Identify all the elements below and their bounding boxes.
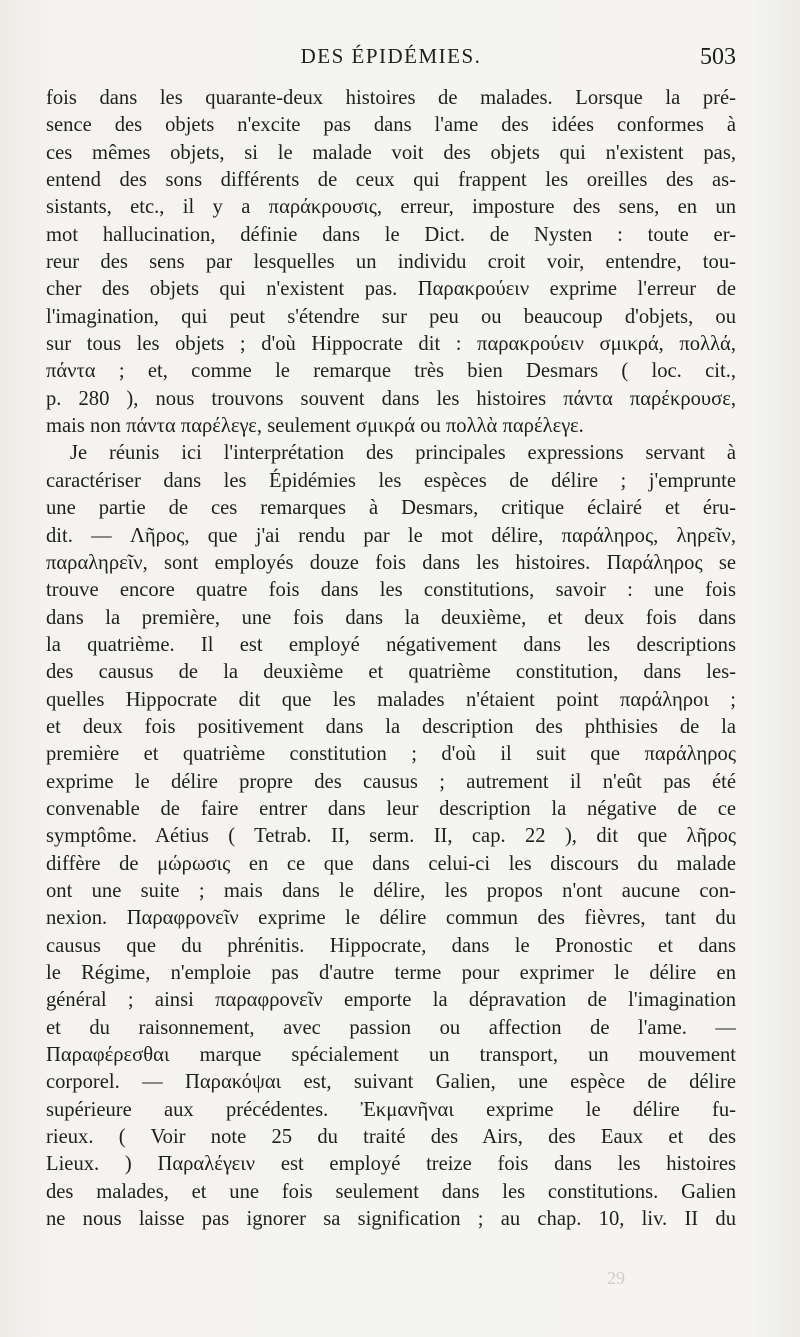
text-line: et deux fois positivement dans la description des phthisies de la bbox=[46, 715, 736, 738]
text-line: diffère de μώρωσις en ce que dans celui-ci les discours du malade bbox=[46, 852, 736, 875]
text-line: des malades, et une fois seulement dans les constitutions. Galien bbox=[46, 1180, 736, 1203]
text-line: entend des sons différents de ceux qui frappent les oreilles des as- bbox=[46, 169, 736, 192]
text-line: causus que du phrénitis. Hippocrate, dans le Pronostic et dans bbox=[46, 934, 736, 957]
text-line: reur des sens par lesquelles un individu croit voir, entendre, tou- bbox=[46, 251, 736, 274]
text-line: la quatrième. Il est employé négativement dans les descriptions bbox=[46, 633, 736, 656]
text-line: supérieure aux précédentes. Ἐκμανῆναι exprime le délire fu- bbox=[46, 1098, 736, 1121]
text-line: ont une suite ; mais dans le délire, les propos n'ont aucune con- bbox=[46, 879, 736, 902]
text-line: rieux. ( Voir note 25 du traité des Airs, des Eaux et des bbox=[46, 1126, 736, 1149]
text-line: Je réunis ici l'interprétation des principales expressions servant à bbox=[70, 442, 736, 465]
body-text bbox=[46, 85, 736, 1233]
text-line: dit. — Λῆρος, que j'ai rendu par le mot délire, παράληρος, ληρεῖν, bbox=[46, 524, 736, 547]
text-line: ces mêmes objets, si le malade voit des objets qui n'existent pas, bbox=[46, 141, 736, 164]
text-line: cher des objets qui n'existent pas. Παρακρούειν exprime l'erreur de bbox=[46, 278, 736, 301]
text-line: sistants, etc., il y a παράκρουσις, erreur, imposture des sens, en un bbox=[46, 196, 736, 219]
text-line: convenable de faire entrer dans leur description la négative de ce bbox=[46, 797, 736, 820]
text-line: Παραφέρεσθαι marque spécialement un transport, un mouvement bbox=[46, 1044, 736, 1067]
text-line: quelles Hippocrate dit que les malades n'étaient point παράληροι ; bbox=[46, 688, 736, 711]
text-line: symptôme. Aétius ( Tetrab. II, serm. II, cap. 22 ), dit que λῆρος bbox=[46, 825, 736, 848]
text-line: première et quatrième constitution ; d'où il suit que παράληρος bbox=[46, 743, 736, 766]
text-line: trouve encore quatre fois dans les constitutions, savoir : une fois bbox=[46, 579, 736, 602]
text-line: mot hallucination, définie dans le Dict. de Nysten : toute er- bbox=[46, 223, 736, 246]
text-line: πάντα ; et, comme le remarque très bien Desmars ( loc. cit., bbox=[46, 360, 736, 383]
signature-mark: 29 bbox=[607, 1268, 625, 1288]
text-line: παραληρεῖν, sont employés douze fois dans les histoires. Παράληρος se bbox=[46, 551, 736, 574]
text-line: nexion. Παραφρονεῖν exprime le délire commun des fièvres, tant du bbox=[46, 907, 736, 930]
text-line: ne nous laisse pas ignorer sa signification ; au chap. 10, liv. II du bbox=[46, 1208, 736, 1231]
page-header bbox=[46, 44, 736, 78]
text-line: sur tous les objets ; d'où Hippocrate dit : παρακρούειν σμικρά, πολλά, bbox=[46, 333, 736, 356]
text-line: exprime le délire propre des causus ; autrement il n'eût pas été bbox=[46, 770, 736, 793]
text-line: dans la première, une fois dans la deuxième, et deux fois dans bbox=[46, 606, 736, 629]
text-line: sence des objets n'excite pas dans l'ame des idées conformes à bbox=[46, 114, 736, 137]
text-line: p. 280 ), nous trouvons souvent dans les histoires πάντα παρέκρουσε, bbox=[46, 387, 736, 410]
text-line: général ; ainsi παραφρονεῖν emporte la dépravation de l'imagination bbox=[46, 989, 736, 1012]
text-line: Lieux. ) Παραλέγειν est employé treize fois dans les histoires bbox=[46, 1153, 736, 1176]
text-line: mais non πάντα παρέλεγε, seulement σμικρά ou πολλὰ παρέλεγε. bbox=[46, 415, 584, 438]
text-line: et du raisonnement, avec passion ou affection de l'ame. — bbox=[46, 1016, 736, 1039]
text-line: le Régime, n'emploie pas d'autre terme pour exprimer le délire en bbox=[46, 962, 736, 984]
text-line: des causus de la deuxième et quatrième constitution, dans les- bbox=[46, 661, 736, 684]
text-line: corporel. — Παρακόψαι est, suivant Galien, une espèce de délire bbox=[46, 1071, 736, 1094]
text-line: l'imagination, qui peut s'étendre sur peu ou beaucoup d'objets, ou bbox=[46, 305, 736, 328]
text-line: une partie de ces remarques à Desmars, critique éclairé et éru- bbox=[46, 497, 736, 520]
text-line: caractériser dans les Épidémies les espèces de délire ; j'emprunte bbox=[46, 469, 736, 492]
text-line: fois dans les quarante-deux histoires de malades. Lorsque la pré- bbox=[46, 87, 736, 109]
running-head: DES ÉPIDÉMIES. bbox=[300, 44, 482, 68]
page-number: 503 bbox=[700, 44, 736, 70]
